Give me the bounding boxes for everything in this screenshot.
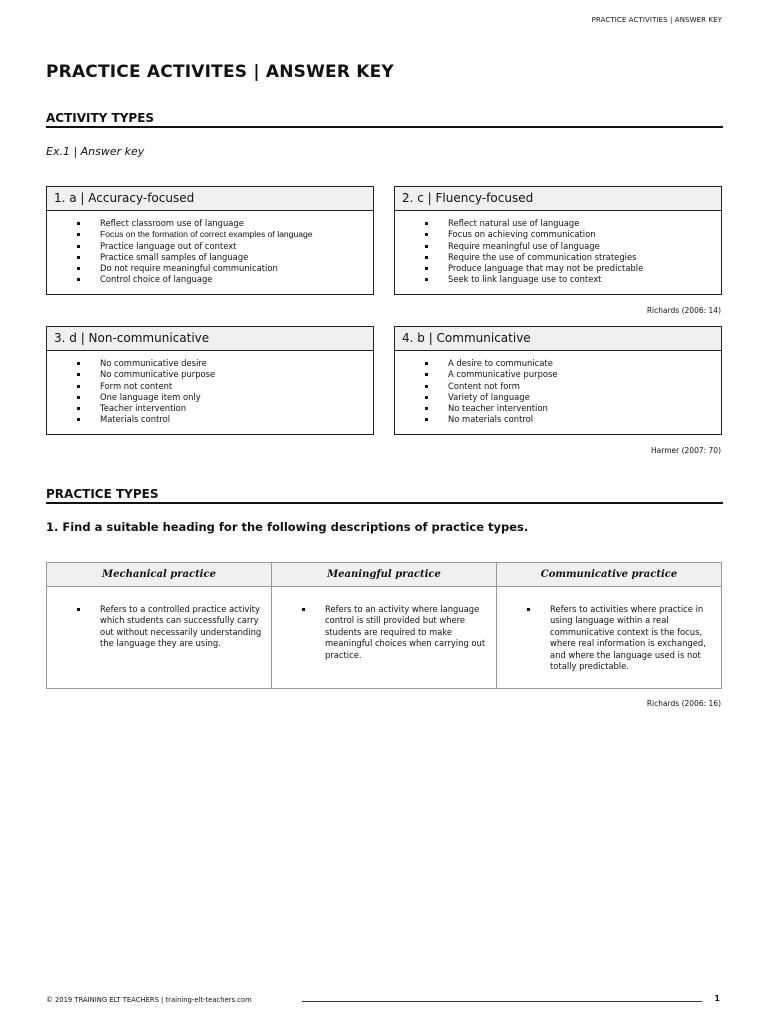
list-item: One language item only	[47, 392, 373, 403]
table-row	[47, 587, 722, 689]
list-item: Require the use of communication strategies	[395, 252, 721, 263]
answer-box-title: 1. a | Accuracy-focused	[47, 187, 373, 211]
list-item: No teacher intervention	[395, 403, 721, 414]
list-item: Practice language out of context	[47, 241, 373, 252]
answer-box-non-communicative	[46, 326, 374, 435]
list-item: Do not require meaningful communication	[47, 263, 373, 274]
list-item: Produce language that may not be predictable	[395, 263, 721, 274]
section-heading-activity-types: ACTIVITY TYPES	[46, 111, 723, 128]
list-item: No communicative desire	[47, 358, 373, 369]
list-item: Seek to link language use to context	[395, 274, 721, 285]
answer-box-title: 3. d | Non-communicative	[47, 327, 373, 351]
list-item: Focus on the formation of correct examples of language	[47, 229, 373, 240]
footer-copyright: © 2019 TRAINING ELT TEACHERS | training-elt-teachers.com	[46, 996, 252, 1004]
list-item: Reflect classroom use of language	[47, 218, 373, 229]
answer-box-list	[47, 358, 373, 426]
list-item: Refers to an activity where language control is still provided but where students are required to make meaningful choices when carrying out practice.	[272, 604, 496, 661]
list-item: Form not content	[47, 381, 373, 392]
running-head: PRACTICE ACTIVITIES | ANSWER KEY	[591, 16, 722, 24]
footer-divider	[302, 1001, 702, 1002]
citation: Richards (2006: 14)	[646, 306, 721, 315]
list-item: Refers to a controlled practice activity which students can successfully carry out without necessarily understanding the language they are using.	[47, 604, 271, 650]
column-header-communicative: Communicative practice	[497, 563, 722, 587]
column-header-meaningful: Meaningful practice	[272, 563, 497, 587]
answer-box-list	[395, 358, 721, 426]
citation: Richards (2006: 16)	[646, 699, 721, 708]
list-item: A communicative purpose	[395, 369, 721, 380]
table-header-row	[47, 563, 722, 587]
list-item: No communicative purpose	[47, 369, 373, 380]
list-item: A desire to communicate	[395, 358, 721, 369]
answer-box-title: 2. c | Fluency-focused	[395, 187, 721, 211]
table-cell	[497, 587, 722, 689]
exercise-label: Ex.1 | Answer key	[46, 145, 145, 158]
answer-box-accuracy-focused	[46, 186, 374, 295]
column-header-mechanical: Mechanical practice	[47, 563, 272, 587]
answer-box-list	[395, 218, 721, 286]
table-cell	[272, 587, 497, 689]
list-item: Content not form	[395, 381, 721, 392]
answer-box-title: 4. b | Communicative	[395, 327, 721, 351]
list-item: No materials control	[395, 414, 721, 425]
answer-box-communicative	[394, 326, 722, 435]
practice-types-table	[46, 562, 722, 689]
list-item: Reflect natural use of language	[395, 218, 721, 229]
list-item: Refers to activities where practice in using language within a real communicative context is the focus, where real information is exchanged, and where the language used is not totally predictable.	[497, 604, 721, 672]
table-cell	[47, 587, 272, 689]
question-text: 1. Find a suitable heading for the following descriptions of practice types.	[46, 520, 529, 534]
list-item: Materials control	[47, 414, 373, 425]
list-item: Require meaningful use of language	[395, 241, 721, 252]
page-title: PRACTICE ACTIVITES | ANSWER KEY	[46, 62, 394, 82]
section-heading-practice-types: PRACTICE TYPES	[46, 487, 723, 504]
answer-box-list	[47, 218, 373, 286]
answer-box-fluency-focused	[394, 186, 722, 295]
list-item: Focus on achieving communication	[395, 229, 721, 240]
page-number: 1	[714, 994, 720, 1003]
list-item: Control choice of language	[47, 274, 373, 285]
list-item: Teacher intervention	[47, 403, 373, 414]
citation: Harmer (2007: 70)	[651, 446, 721, 455]
list-item: Variety of language	[395, 392, 721, 403]
list-item: Practice small samples of language	[47, 252, 373, 263]
